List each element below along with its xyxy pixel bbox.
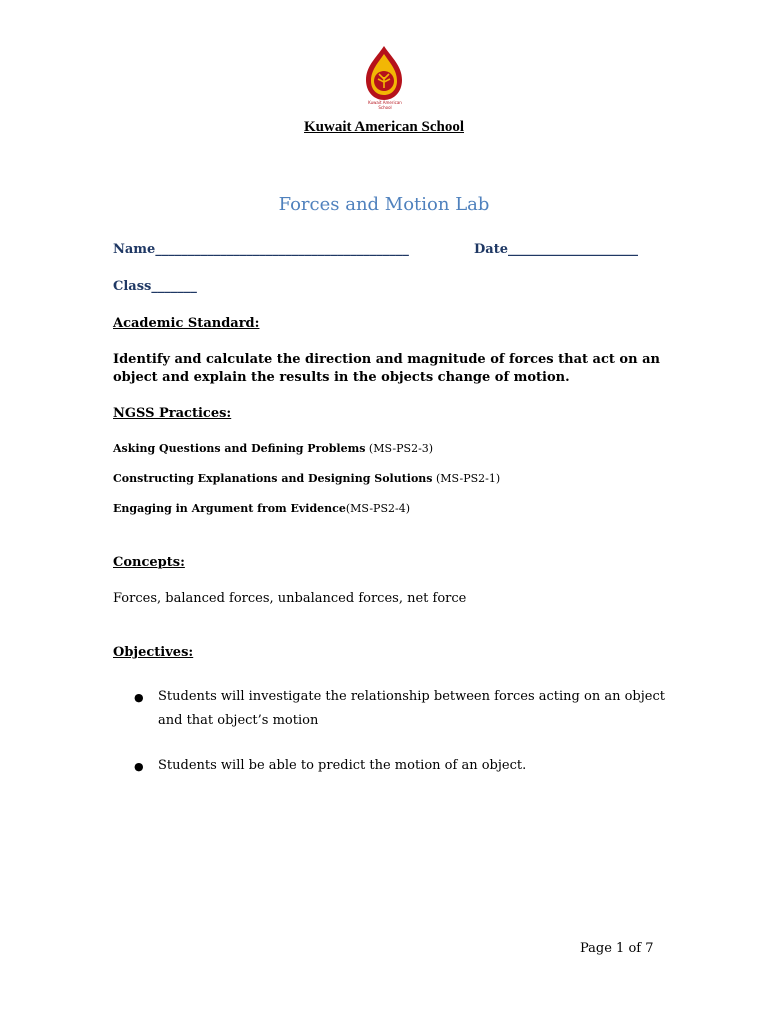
academic-standard-heading: Academic Standard: [113,316,260,331]
school-name: Kuwait American School [304,119,464,135]
practice-name: Asking Questions and Defining Problems [113,442,366,455]
objective-item: Students will be able to predict the motion of an object. [158,758,527,773]
objectives-heading: Objectives: [113,645,194,660]
class-field: Class_______ [113,279,197,294]
practice-code: (MS-PS2-4) [345,502,410,515]
page-number: Page 1 of 7 [580,941,654,956]
bullet-icon: ● [134,691,144,704]
ngss-heading: NGSS Practices: [113,406,232,421]
date-field: Date____________________ [474,242,638,257]
ngss-practice-item [113,472,500,485]
academic-standard-text: Identify and calculate the direction and magnitude of forces that act on an object and explain the results in the objects change of motion. [113,352,660,385]
ngss-practice-item [113,502,410,515]
objective-item: Students will investigate the relationship between forces acting on an object and that object’s motion [158,689,665,728]
concepts-heading: Concepts: [113,555,185,570]
document-title: Forces and Motion Lab [278,194,490,215]
practice-name: Constructing Explanations and Designing Solutions [113,472,433,485]
practice-code: (MS-PS2-3) [365,442,434,455]
concepts-text: Forces, balanced forces, unbalanced forces, net force [113,591,467,606]
logo-caption: Kuwait American School [368,100,402,110]
practice-code: (MS-PS2-1) [432,472,501,485]
ngss-practice-item [113,442,433,455]
practice-name: Engaging in Argument from Evidence [113,502,346,515]
bullet-icon: ● [134,760,144,773]
name-field: Name_______________________________________ [113,242,409,257]
